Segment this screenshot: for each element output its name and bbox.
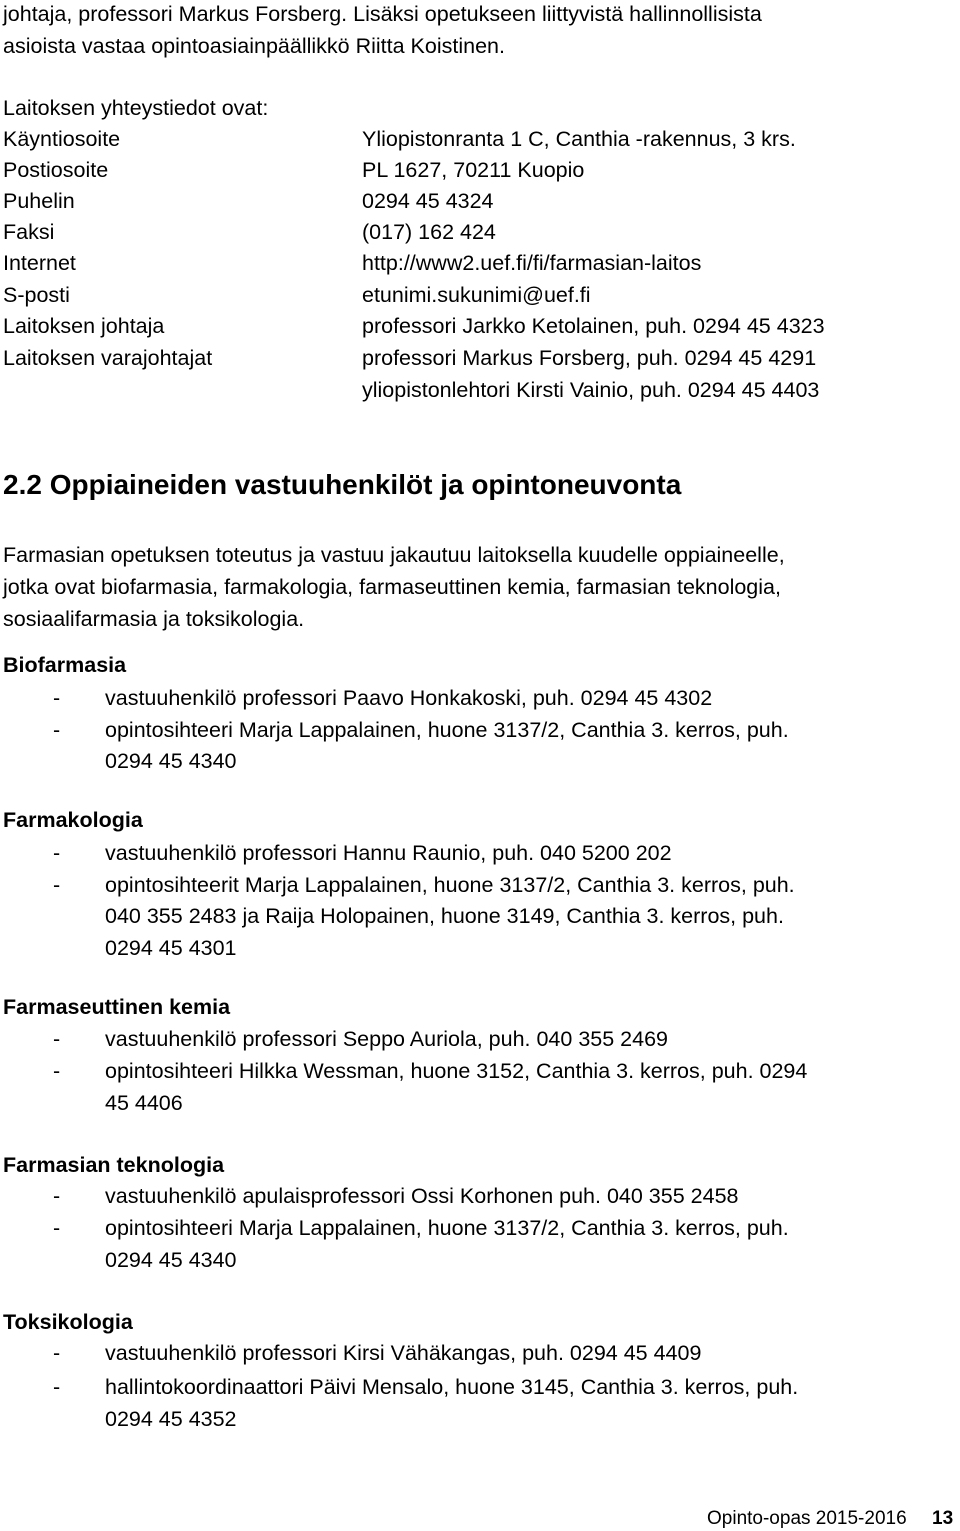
contact-label: Laitoksen johtaja — [3, 314, 165, 338]
list-item: vastuuhenkilö professori Hannu Raunio, puh. 040 5200 202 — [105, 841, 672, 865]
list-item: vastuuhenkilö professori Seppo Auriola, puh. 040 355 2469 — [105, 1027, 668, 1051]
intro-line: asioista vastaa opintoasiainpäällikkö Riitta Koistinen. — [3, 34, 505, 58]
subject-heading: Biofarmasia — [3, 653, 127, 677]
contact-label: Käyntiosoite — [3, 127, 121, 151]
paragraph-line: jotka ovat biofarmasia, farmakologia, farmaseuttinen kemia, farmasian teknologia, — [3, 575, 781, 599]
list-item: opintosihteeri Hilkka Wessman, huone 3152, Canthia 3. kerros, puh. 0294 — [105, 1059, 808, 1083]
bullet: - — [53, 686, 61, 710]
contact-heading: Laitoksen yhteystiedot ovat: — [3, 96, 269, 120]
subject-heading: Toksikologia — [3, 1310, 133, 1334]
contact-label: Postiosoite — [3, 158, 109, 182]
list-item: opintosihteeri Marja Lappalainen, huone 3137/2, Canthia 3. kerros, puh. — [105, 1216, 789, 1240]
contact-value: 0294 45 4324 — [362, 189, 494, 213]
section-title: 2.2 Oppiaineiden vastuuhenkilöt ja opintoneuvonta — [3, 469, 682, 500]
paragraph-line: Farmasian opetuksen toteutus ja vastuu jakautuu laitoksella kuudelle oppiaineelle, — [3, 543, 785, 567]
contact-value: Yliopistonranta 1 C, Canthia -rakennus, 3 krs. — [362, 127, 796, 151]
list-item-cont: 0294 45 4301 — [105, 936, 237, 960]
contact-value: PL 1627, 70211 Kuopio — [362, 158, 585, 182]
website-link[interactable]: http://www2.uef.fi/fi/farmasian-laitos — [362, 251, 702, 275]
contact-label: Puhelin — [3, 189, 75, 213]
list-item: vastuuhenkilö apulaisprofessori Ossi Korhonen puh. 040 355 2458 — [105, 1184, 739, 1208]
paragraph-line: sosiaalifarmasia ja toksikologia. — [3, 607, 305, 631]
list-item-cont: 040 355 2483 ja Raija Holopainen, huone 3149, Canthia 3. kerros, puh. — [105, 904, 784, 928]
list-item: opintosihteeri Marja Lappalainen, huone 3137/2, Canthia 3. kerros, puh. — [105, 718, 789, 742]
bullet: - — [53, 1216, 61, 1240]
subject-heading: Farmasian teknologia — [3, 1153, 225, 1177]
bullet: - — [53, 1027, 61, 1051]
list-item-cont: 0294 45 4352 — [105, 1407, 237, 1431]
bullet: - — [53, 873, 61, 897]
contact-value: professori Jarkko Ketolainen, puh. 0294 45 4323 — [362, 314, 825, 338]
bullet: - — [53, 1184, 61, 1208]
contact-value: yliopistonlehtori Kirsti Vainio, puh. 0294 45 4403 — [362, 378, 820, 402]
list-item: vastuuhenkilö professori Kirsi Vähäkangas, puh. 0294 45 4409 — [105, 1341, 702, 1365]
list-item-cont: 0294 45 4340 — [105, 749, 237, 773]
list-item: vastuuhenkilö professori Paavo Honkakoski, puh. 0294 45 4302 — [105, 686, 713, 710]
contact-value: professori Markus Forsberg, puh. 0294 45 4291 — [362, 346, 817, 370]
list-item: hallintokoordinaattori Päivi Mensalo, huone 3145, Canthia 3. kerros, puh. — [105, 1375, 799, 1399]
list-item-cont: 0294 45 4340 — [105, 1248, 237, 1272]
list-item: opintosihteerit Marja Lappalainen, huone 3137/2, Canthia 3. kerros, puh. — [105, 873, 795, 897]
list-item-cont: 45 4406 — [105, 1091, 183, 1115]
email-link[interactable]: etunimi.sukunimi@uef.fi — [362, 283, 591, 307]
subject-heading: Farmakologia — [3, 808, 143, 832]
bullet: - — [53, 1375, 61, 1399]
bullet: - — [53, 718, 61, 742]
contact-label: S-posti — [3, 283, 70, 307]
bullet: - — [53, 841, 61, 865]
contact-label: Faksi — [3, 220, 55, 244]
contact-label: Laitoksen varajohtajat — [3, 346, 213, 370]
intro-line: johtaja, professori Markus Forsberg. Lisäksi opetukseen liittyvistä hallinnollisista — [3, 2, 762, 26]
contact-value: (017) 162 424 — [362, 220, 496, 244]
page-number: 13 — [932, 1508, 954, 1529]
bullet: - — [53, 1059, 61, 1083]
subject-heading: Farmaseuttinen kemia — [3, 995, 231, 1019]
bullet: - — [53, 1341, 61, 1365]
contact-label: Internet — [3, 251, 76, 275]
footer-label: Opinto-opas 2015-2016 — [707, 1508, 907, 1529]
